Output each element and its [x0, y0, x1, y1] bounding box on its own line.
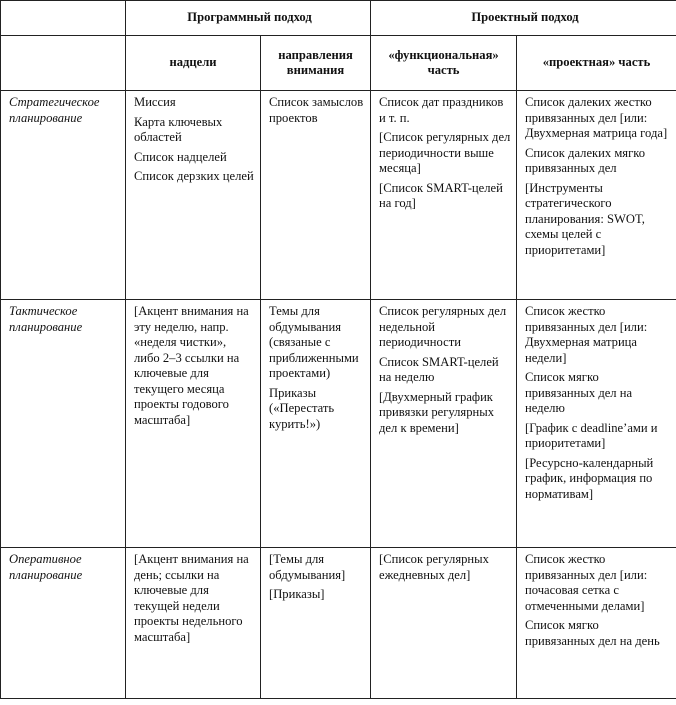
cell-item: Список мягко привязанных дел на неделю: [525, 370, 633, 415]
cell-item: [Список SMART-целей на год]: [379, 180, 503, 210]
cell-item: Список мягко привязанных дел на день: [525, 618, 660, 648]
corner-cell: [1, 1, 126, 36]
subheader-empty: [1, 36, 126, 91]
cell-operational-functional: [371, 548, 517, 699]
subheader-attention: направления внимания: [261, 36, 371, 91]
table-row-tactical: [1, 300, 676, 548]
cell-item: Приказы («Перестать курить!»): [269, 385, 335, 431]
cell-item: [Ресурсно-календарный график, информация по нормативам]: [525, 455, 654, 501]
header-project: Проектный подход: [371, 1, 676, 36]
cell-item: Миссия: [134, 95, 176, 109]
cell-item: Список жестко привязанных дел [или: почасовая сетка с отмеченными делами]: [525, 552, 648, 613]
cell-strategic-supergoals: [126, 91, 261, 300]
cell-item: Темы для обдумывания (связаные с приближенными проектами): [269, 304, 359, 380]
cell-item: Список далеких жестко привязанных дел [или: Двухмерная матрица года]: [525, 95, 668, 140]
cell-tactical-supergoals: [126, 300, 261, 548]
cell-tactical-attention: [261, 300, 371, 548]
cell-item: [Двухмерный график привязки регулярных дел к времени]: [379, 389, 495, 435]
cell-item: Карта ключевых областей: [134, 114, 223, 144]
cell-item: [Приказы]: [269, 587, 325, 601]
cell-operational-attention: [261, 548, 371, 699]
cell-strategic-functional: [371, 91, 517, 300]
table-row-strategic: [1, 91, 676, 300]
subheader-project-part: «проектная» часть: [517, 36, 676, 91]
cell-item: [Темы для обдумывания]: [269, 552, 346, 582]
cell-item: Список регулярных дел недельной периодичности: [379, 304, 507, 349]
cell-item: Список дерзких целей: [134, 169, 254, 183]
cell-item: Список дат праздников и т. п.: [379, 95, 504, 125]
subheader-supergoals: надцели: [126, 36, 261, 91]
cell-item: Список SMART-целей на неделю: [379, 354, 499, 384]
header-programmatic: Программный подход: [126, 1, 371, 36]
cell-operational-project: [517, 548, 676, 699]
cell-tactical-functional: [371, 300, 517, 548]
cell-operational-supergoals: [126, 548, 261, 699]
cell-item: [Акцент внимания на день; ссылки на ключевые для текущей недели проекты недельного масштаба]: [134, 552, 249, 644]
cell-item: Список далеких мягко привязанных дел: [525, 145, 646, 175]
cell-item: [График с deadline’ами и приоритетами]: [525, 420, 658, 450]
cell-item: Список замыслов проектов: [269, 95, 364, 125]
subheader-functional: «функциональная» часть: [371, 36, 517, 91]
cell-tactical-project: [517, 300, 676, 548]
row-label-strategic: Стратегическое планирование: [1, 91, 126, 300]
cell-item: [Список регулярных дел периодичности выше месяца]: [379, 130, 511, 175]
cell-item: [Акцент внимания на эту неделю, напр. «неделя чистки», либо 2–3 ссылки на ключевые для текущего месяца проекты годового масштаба]: [134, 304, 249, 427]
cell-item: [Инструменты стратегического планирования: SWOT, схемы целей с приоритетами]: [525, 180, 645, 257]
row-label-tactical: Тактическое планирование: [1, 300, 126, 548]
table-row-operational: [1, 548, 676, 699]
cell-strategic-attention: [261, 91, 371, 300]
row-label-operational: Оперативное планирование: [1, 548, 126, 699]
cell-strategic-project: [517, 91, 676, 300]
cell-item: [Список регулярных ежедневных дел]: [379, 552, 489, 582]
cell-item: Список жестко привязанных дел [или: Двухмерная матрица недели]: [525, 304, 648, 365]
cell-item: Список надцелей: [134, 149, 227, 164]
